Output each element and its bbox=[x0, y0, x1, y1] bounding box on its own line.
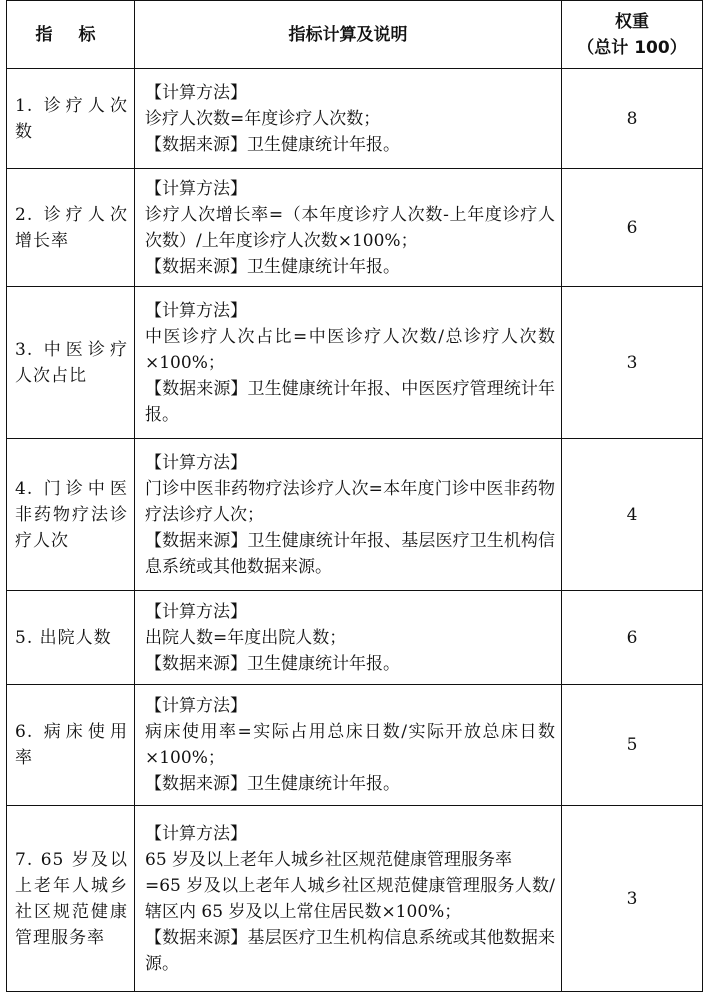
indicator-name: 7. 65 岁及以上老年人城乡社区规范健康管理服务率 bbox=[7, 806, 135, 992]
indicator-weight: 6 bbox=[562, 591, 703, 685]
table-row bbox=[7, 806, 703, 992]
data-source: 【数据来源】卫生健康统计年报。 bbox=[145, 134, 400, 155]
table-row bbox=[7, 591, 703, 685]
indicator-description bbox=[135, 685, 562, 806]
indicator-weight: 8 bbox=[562, 69, 703, 169]
table-row bbox=[7, 169, 703, 287]
indicator-description bbox=[135, 69, 562, 169]
method-formula: 出院人数=年度出院人数； bbox=[145, 627, 347, 648]
indicator-name: 4. 门诊中医非药物疗法诊疗人次 bbox=[7, 439, 135, 591]
data-source: 【数据来源】卫生健康统计年报。 bbox=[145, 774, 400, 794]
indicator-table bbox=[6, 0, 703, 992]
indicator-description bbox=[135, 806, 562, 992]
indicator-weight: 3 bbox=[562, 287, 703, 439]
table-row bbox=[7, 685, 703, 806]
data-source: 【数据来源】卫生健康统计年报。 bbox=[145, 653, 400, 674]
method-label: 【计算方法】 bbox=[145, 178, 247, 199]
indicator-name: 2. 诊疗人次增长率 bbox=[7, 169, 135, 287]
data-source: 【数据来源】卫生健康统计年报、中医医疗管理统计年报。 bbox=[145, 378, 555, 425]
method-label: 【计算方法】 bbox=[145, 601, 247, 622]
method-label: 【计算方法】 bbox=[145, 823, 247, 844]
method-formula: 诊疗人次增长率=（本年度诊疗人次数-上年度诊疗人次数）/上年度诊疗人次数×100%； bbox=[145, 204, 555, 251]
method-formula: 诊疗人次数=年度诊疗人次数； bbox=[145, 108, 381, 129]
indicator-description bbox=[135, 287, 562, 439]
method-formula: =65 岁及以上老年人城乡社区规范健康管理服务人数/辖区内 65 岁及以上常住居民数×100%； bbox=[145, 875, 555, 922]
indicator-description bbox=[135, 439, 562, 591]
indicator-name: 5. 出院人数 bbox=[7, 591, 135, 685]
indicator-name: 1. 诊疗人次数 bbox=[7, 69, 135, 169]
data-source: 【数据来源】基层医疗卫生机构信息系统或其他数据来源。 bbox=[145, 927, 555, 974]
indicator-name: 6. 病床使用率 bbox=[7, 685, 135, 806]
method-label: 【计算方法】 bbox=[145, 82, 247, 103]
table-row bbox=[7, 287, 703, 439]
indicator-description bbox=[135, 591, 562, 685]
table-row bbox=[7, 439, 703, 591]
indicator-name: 3. 中医诊疗人次占比 bbox=[7, 287, 135, 439]
header-weight bbox=[562, 1, 703, 69]
method-label: 【计算方法】 bbox=[145, 452, 247, 473]
data-source: 【数据来源】卫生健康统计年报、基层医疗卫生机构信息系统或其他数据来源。 bbox=[145, 530, 555, 577]
method-formula: 病床使用率=实际占用总床日数/实际开放总床日数×100%； bbox=[145, 722, 555, 768]
method-formula: 门诊中医非药物疗法诊疗人次=本年度门诊中医非药物疗法诊疗人次； bbox=[145, 478, 555, 525]
table-row bbox=[7, 69, 703, 169]
header-description: 指标计算及说明 bbox=[135, 1, 562, 69]
header-indicator: 指 标 bbox=[7, 1, 135, 69]
method-label: 【计算方法】 bbox=[145, 696, 247, 716]
method-formula: 中医诊疗人次占比=中医诊疗人次数/总诊疗人次数×100%； bbox=[145, 326, 555, 373]
indicator-description bbox=[135, 169, 562, 287]
indicator-weight: 5 bbox=[562, 685, 703, 806]
method-formula: 65 岁及以上老年人城乡社区规范健康管理服务率 bbox=[145, 849, 513, 870]
header-weight-line2: （总计 100） bbox=[577, 37, 687, 58]
indicator-weight: 3 bbox=[562, 806, 703, 992]
method-label: 【计算方法】 bbox=[145, 300, 247, 321]
data-source: 【数据来源】卫生健康统计年报。 bbox=[145, 256, 400, 277]
indicator-weight: 6 bbox=[562, 169, 703, 287]
header-weight-line1: 权重 bbox=[615, 11, 649, 32]
table-header-row bbox=[7, 1, 703, 69]
indicator-weight: 4 bbox=[562, 439, 703, 591]
